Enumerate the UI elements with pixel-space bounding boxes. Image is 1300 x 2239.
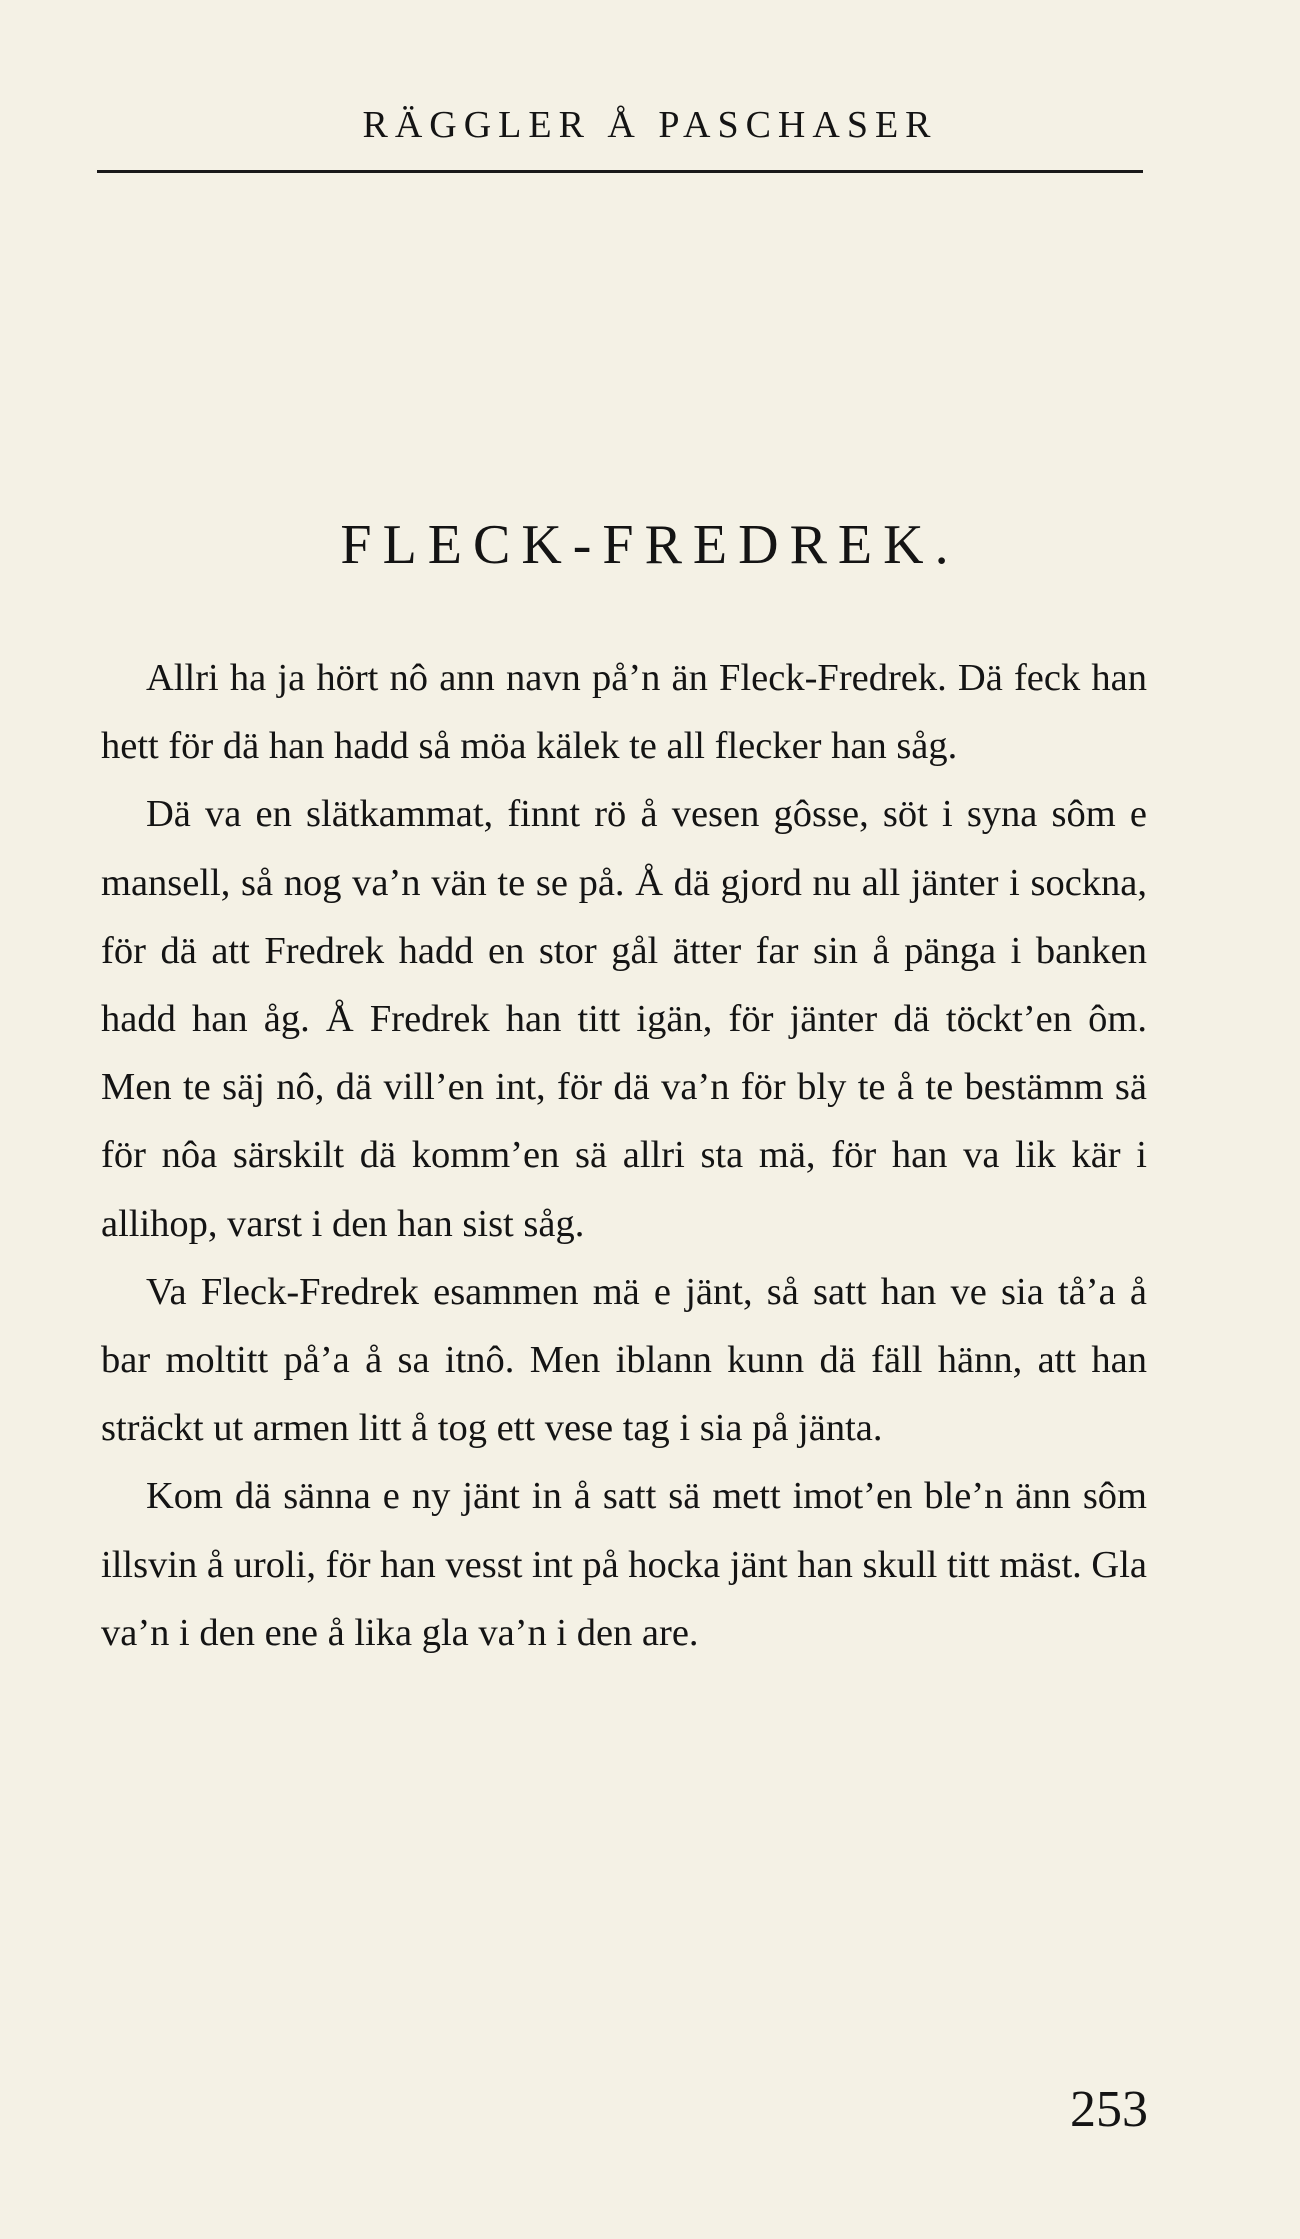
- chapter-title: FLECK-FREDREK.: [340, 514, 960, 576]
- paragraph-2: Dä va en slätkammat, finnt rö å vesen gôsse, söt i syna sôm e mansell, så nog va’n vän te se på. Å dä gjord nu all jänter i sockna, för dä att Fredrek hadd en stor gål ätter far sin å pänga i banken hadd han åg. Å Fredrek han titt igän, för jänter dä töckt’en ôm. Men te säj nô, dä vill’en int, för dä va’n för bly te å te bestämm sä för nôa särskilt dä komm’en sä allri sta mä, för han va lik kär i allihop, varst i den han sist såg.: [101, 793, 1147, 1245]
- header-rule: [97, 170, 1143, 173]
- running-head: RÄGGLER Å PASCHASER: [362, 104, 938, 146]
- page-number: 253: [1070, 2081, 1148, 2138]
- paragraph-4: Kom dä sänna e ny jänt in å satt sä mett imot’en ble’n änn sôm illsvin å uroli, för han vesst int på hocka jänt han skull titt mäst. Gla va’n i den ene å lika gla va’n i den are.: [101, 1475, 1147, 1654]
- body-text: [101, 644, 1147, 1667]
- paragraph-1: Allri ha ja hört nô ann navn på’n än Fleck-Fredrek. Dä feck han hett för dä han hadd så möa kälek te all flecker han såg.: [101, 657, 1147, 768]
- paragraph-3: Va Fleck-Fredrek esammen mä e jänt, så satt han ve sia tå’a å bar moltitt på’a å sa itnô. Men iblann kunn dä fäll hänn, att han sträckt ut armen litt å tog ett vese tag i sia på jänta.: [101, 1270, 1147, 1450]
